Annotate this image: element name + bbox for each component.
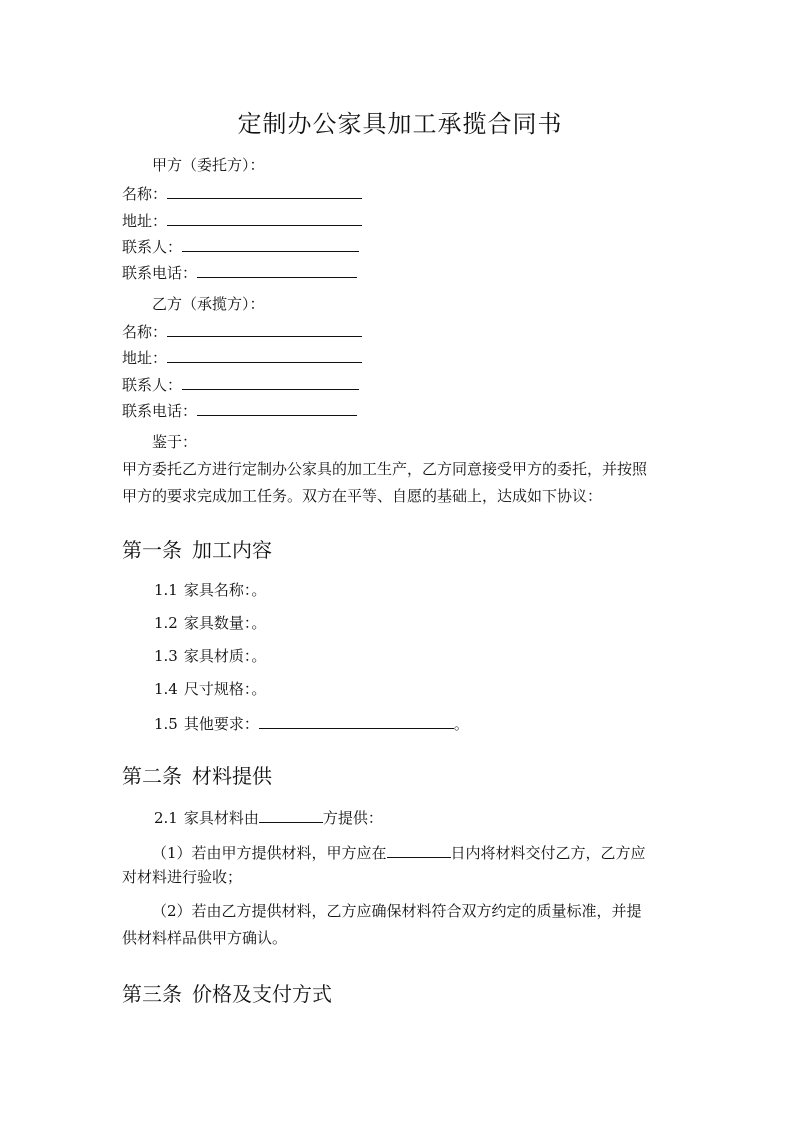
preamble-line-2: 甲方的要求完成加工任务。双方在平等、自愿的基础上，达成如下协议： bbox=[122, 487, 603, 505]
item-suffix: 。 bbox=[453, 715, 469, 733]
other-requirements-blank[interactable] bbox=[259, 711, 454, 729]
item-number: 1.2 bbox=[154, 614, 178, 632]
party-b-contact-blank[interactable] bbox=[182, 372, 359, 390]
article-1-title: 加工内容 bbox=[192, 538, 272, 562]
clause-2-line-1: （2）若由乙方提供材料，乙方应确保材料符合双方约定的质量标准，并提 bbox=[152, 902, 642, 920]
material-provider-blank[interactable] bbox=[259, 805, 323, 823]
party-a-address-label: 地址： bbox=[122, 212, 168, 230]
article-1-item-3 bbox=[154, 645, 266, 667]
party-a-phone-row bbox=[122, 260, 357, 284]
article-1-item-4 bbox=[154, 678, 266, 700]
article-2-item-1 bbox=[154, 805, 383, 829]
party-b-address-row bbox=[122, 345, 362, 369]
item-number: 1.1 bbox=[154, 581, 178, 599]
party-a-name-label: 名称： bbox=[122, 185, 168, 203]
article-1-heading bbox=[122, 536, 272, 564]
clause-1-line-2: 对材料进行验收； bbox=[122, 868, 243, 886]
article-1-number: 第一条 bbox=[122, 538, 182, 562]
party-a-contact-row bbox=[122, 234, 359, 258]
item-number: 1.5 bbox=[154, 715, 178, 733]
party-a-phone-label: 联系电话： bbox=[122, 264, 198, 282]
party-b-phone-blank[interactable] bbox=[197, 398, 357, 416]
party-a-address-row bbox=[122, 208, 362, 232]
clause-1-line-1 bbox=[152, 840, 646, 864]
item-number: 2.1 bbox=[154, 809, 178, 827]
preamble-line-1: 甲方委托乙方进行定制办公家具的加工生产，乙方同意接受甲方的委托，并按照 bbox=[122, 460, 648, 478]
party-a-phone-blank[interactable] bbox=[197, 260, 357, 278]
article-3-number: 第三条 bbox=[122, 982, 182, 1006]
party-a-name-blank[interactable] bbox=[167, 181, 362, 199]
party-b-contact-row bbox=[122, 372, 359, 396]
article-2-title: 材料提供 bbox=[192, 764, 272, 788]
article-3-title: 价格及支付方式 bbox=[192, 982, 332, 1006]
item-text: 家具数量：。 bbox=[183, 614, 267, 632]
party-a-contact-blank[interactable] bbox=[182, 234, 359, 252]
article-1-item-1 bbox=[154, 579, 266, 601]
party-b-name-blank[interactable] bbox=[167, 319, 362, 337]
item-number: 1.4 bbox=[154, 680, 178, 698]
clause-1-prefix: （1）若由甲方提供材料，甲方应在 bbox=[152, 844, 387, 862]
party-b-address-blank[interactable] bbox=[167, 345, 362, 363]
item-suffix: 方提供： bbox=[322, 809, 383, 827]
party-a-address-blank[interactable] bbox=[167, 208, 362, 226]
party-b-phone-row bbox=[122, 398, 357, 422]
item-text: 其他要求： bbox=[183, 715, 259, 733]
article-3-heading bbox=[122, 980, 332, 1008]
party-b-phone-label: 联系电话： bbox=[122, 402, 198, 420]
party-a-name-row bbox=[122, 181, 362, 205]
party-b-name-label: 名称： bbox=[122, 323, 168, 341]
article-1-item-2 bbox=[154, 612, 266, 634]
party-a-heading: 甲方（委托方）： bbox=[152, 156, 265, 174]
item-number: 1.3 bbox=[154, 647, 178, 665]
delivery-days-blank[interactable] bbox=[387, 840, 451, 858]
party-b-heading: 乙方（承揽方）： bbox=[152, 295, 265, 313]
party-b-address-label: 地址： bbox=[122, 349, 168, 367]
whereas-label: 鉴于： bbox=[152, 433, 198, 451]
clause-1-suffix: 日内将材料交付乙方，乙方应 bbox=[450, 844, 646, 862]
document-title: 定制办公家具加工承揽合同书 bbox=[237, 110, 563, 138]
item-text: 尺寸规格：。 bbox=[183, 680, 267, 698]
article-1-item-5 bbox=[154, 711, 469, 735]
article-2-heading bbox=[122, 762, 272, 790]
item-text: 家具名称：。 bbox=[183, 581, 267, 599]
article-2-number: 第二条 bbox=[122, 764, 182, 788]
item-prefix: 家具材料由 bbox=[183, 809, 259, 827]
item-text: 家具材质：。 bbox=[183, 647, 267, 665]
party-a-contact-label: 联系人： bbox=[122, 238, 183, 256]
party-b-name-row bbox=[122, 319, 362, 343]
clause-2-line-2: 供材料样品供甲方确认。 bbox=[122, 929, 288, 947]
party-b-contact-label: 联系人： bbox=[122, 376, 183, 394]
